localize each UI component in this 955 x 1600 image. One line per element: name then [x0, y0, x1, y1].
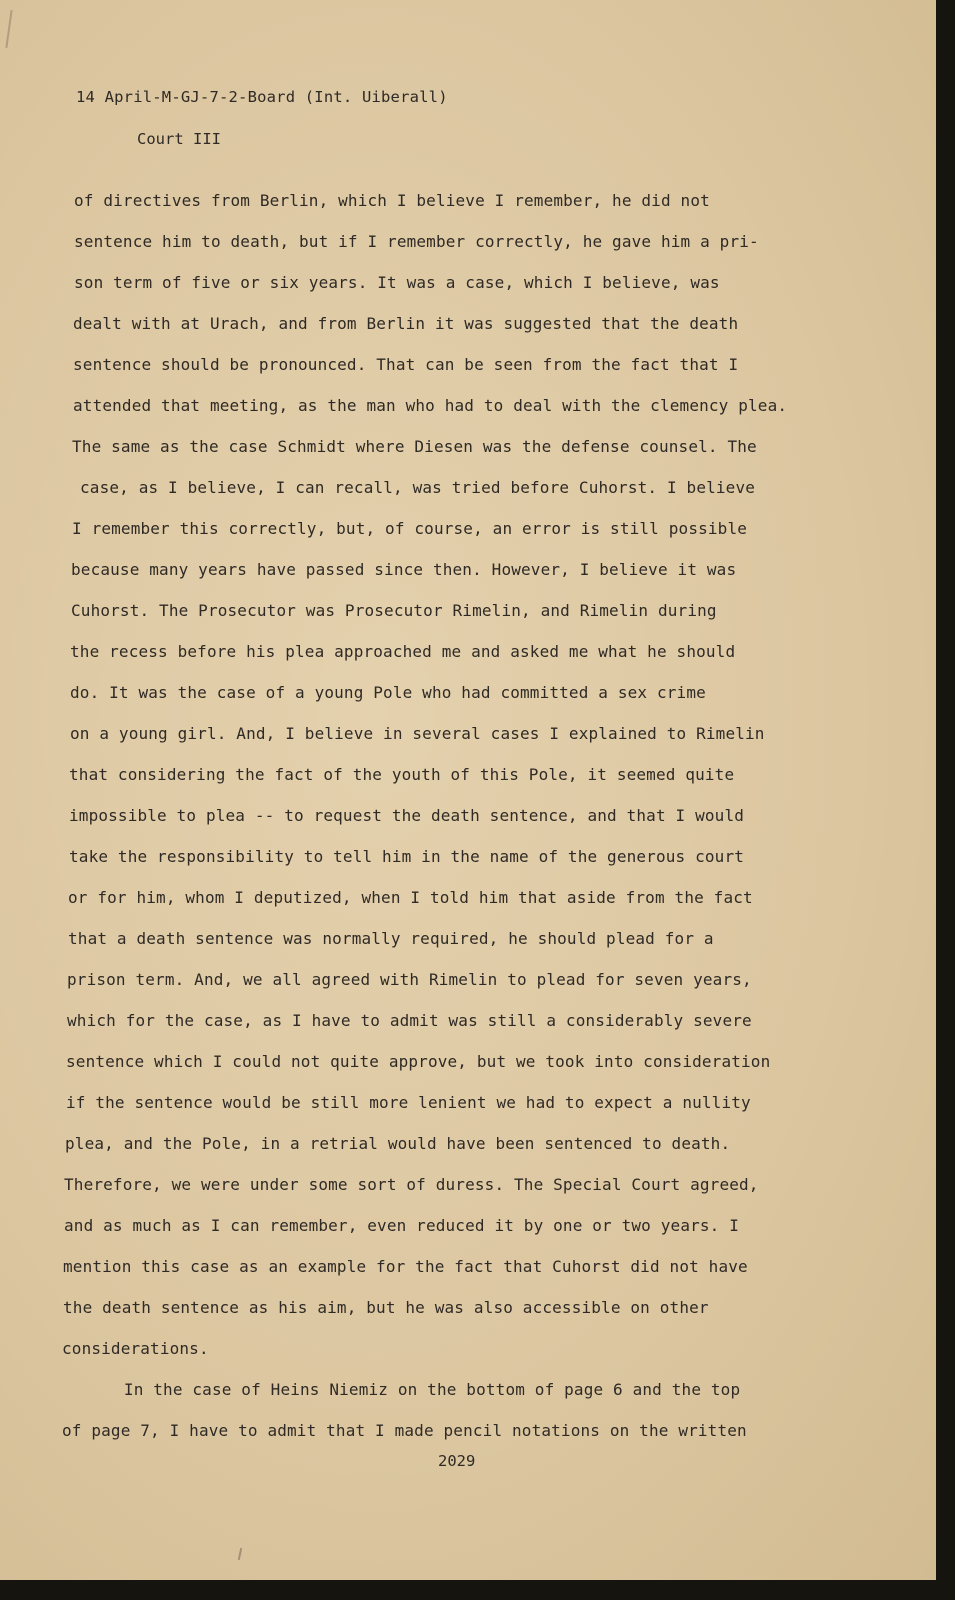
- scan-edge-bottom: [0, 1580, 955, 1600]
- text-line: take the responsibility to tell him in the name of the generous court: [69, 847, 745, 866]
- text-line: or for him, whom I deputized, when I told him that aside from the fact: [68, 888, 753, 907]
- text-line: which for the case, as I have to admit was still a considerably severe: [67, 1011, 752, 1030]
- scan-edge-right: [936, 0, 955, 1600]
- stray-mark: [238, 1548, 242, 1560]
- text-line: case, as I believe, I can recall, was tried before Cuhorst. I believe: [80, 478, 756, 497]
- text-line: the recess before his plea approached me and asked me what he should: [70, 642, 736, 661]
- text-line: I remember this correctly, but, of course, an error is still possible: [72, 519, 748, 538]
- text-line: on a young girl. And, I believe in several cases I explained to Rimelin: [70, 724, 765, 743]
- text-line: prison term. And, we all agreed with Rimelin to plead for seven years,: [67, 970, 752, 989]
- text-line: sentence him to death, but if I remember correctly, he gave him a pri-: [74, 232, 759, 251]
- text-line: In the case of Heins Niemiz on the bottom of page 6 and the top: [75, 1380, 741, 1399]
- text-line: the death sentence as his aim, but he was also accessible on other: [63, 1298, 709, 1317]
- text-line: sentence should be pronounced. That can be seen from the fact that I: [73, 355, 739, 374]
- text-line: The same as the case Schmidt where Diesen was the defense counsel. The: [72, 437, 757, 456]
- text-line: mention this case as an example for the fact that Cuhorst did not have: [63, 1257, 748, 1276]
- text-line: Cuhorst. The Prosecutor was Prosecutor Rimelin, and Rimelin during: [71, 601, 717, 620]
- header-line: 14 April-M-GJ-7-2-Board (Int. Uiberall): [76, 88, 448, 106]
- text-line: of directives from Berlin, which I believe I remember, he did not: [74, 191, 710, 210]
- text-line: if the sentence would be still more lenient we had to expect a nullity: [66, 1093, 751, 1112]
- text-line: attended that meeting, as the man who had to deal with the clemency plea.: [73, 396, 788, 415]
- text-line: Therefore, we were under some sort of duress. The Special Court agreed,: [64, 1175, 759, 1194]
- text-line: of page 7, I have to admit that I made pencil notations on the written: [62, 1421, 747, 1440]
- text-line: dealt with at Urach, and from Berlin it was suggested that the death: [73, 314, 739, 333]
- text-line: impossible to plea -- to request the death sentence, and that I would: [69, 806, 745, 825]
- text-line: sentence which I could not quite approve, but we took into consideration: [66, 1052, 771, 1071]
- page-number: 2029: [438, 1452, 476, 1470]
- text-line: that considering the fact of the youth of this Pole, it seemed quite: [69, 765, 735, 784]
- text-line: and as much as I can remember, even reduced it by one or two years. I: [64, 1216, 740, 1235]
- text-line: that a death sentence was normally required, he should plead for a: [68, 929, 714, 948]
- text-line: do. It was the case of a young Pole who had committed a sex crime: [70, 683, 706, 702]
- text-line: plea, and the Pole, in a retrial would have been sentenced to death.: [65, 1134, 731, 1153]
- text-line: because many years have passed since then. However, I believe it was: [71, 560, 737, 579]
- edge-mark: [5, 10, 12, 48]
- text-line: considerations.: [62, 1339, 209, 1358]
- court-line: Court III: [137, 130, 221, 148]
- text-line: son term of five or six years. It was a case, which I believe, was: [74, 273, 720, 292]
